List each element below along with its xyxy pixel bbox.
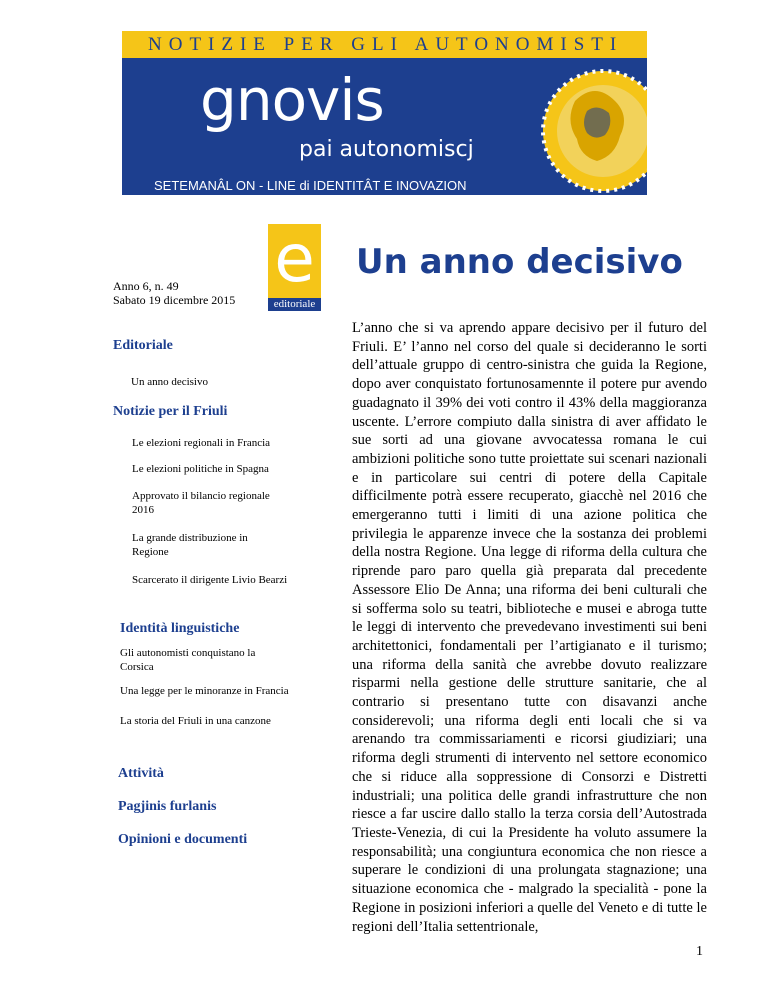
sidebar-link[interactable]: Approvato il bilancio regionale 2016 — [132, 490, 270, 516]
banner-kicker: NOTIZIE PER GLI AUTONOMISTI — [148, 34, 624, 55]
sidebar-heading-attivita[interactable]: Attività — [118, 766, 164, 781]
issue-number: Anno 6, n. 49 — [113, 279, 179, 293]
sidebar-heading-notizie[interactable]: Notizie per il Friuli — [113, 404, 228, 419]
editorial-e-letter: e — [268, 224, 321, 298]
sidebar-link[interactable]: La storia del Friuli in una canzone — [120, 715, 271, 727]
article-title: Un anno decisivo — [356, 242, 683, 282]
sidebar-link[interactable]: Scarcerato il dirigente Livio Bearzi — [132, 574, 288, 586]
issue-info — [113, 279, 235, 307]
banner-subtitle: pai autonomiscj — [299, 137, 474, 162]
sidebar-heading-pagjinis[interactable]: Pagjinis furlanis — [118, 799, 217, 814]
sidebar-link[interactable]: Gli autonomisti conquistano la Corsica — [120, 647, 256, 673]
banner-title: gnovis — [200, 66, 384, 134]
sidebar-link[interactable]: Le elezioni politiche in Spagna — [132, 463, 269, 475]
page-number: 1 — [696, 944, 703, 959]
editorial-label: editoriale — [268, 298, 321, 311]
article-body: L’anno che si va aprendo appare decisivo per il futuro del Friuli. E’ l’anno nel corso del quale si decideranno le sorti dell’attuale gruppo di centro-sinistra che guida la Regione, dopo aver conquistato fortunosamennte il potere pur avendo guadagnato il 39% dei voti contro il 43% della maggioranza uscente. L’errore compiuto dalla sinistra di aver affidato le sue sorti ad una giovane avvocatessa romana le cui ambizioni politiche sono tutte proiettate sui scenari nazionali e in particolare sui centri di potere della Capitale difficilmente potrà essere recuperato, giacchè nel 2016 che emergeranno tutti i limiti di una azione politica che privilegia le apparenze invece che la sostanza dei problemi della nostra Regione. Una legge di riforma della cultura che riprende paro paro quella già preparata dal precedente Assessore Elio De Anna; una riforma dei beni culturali che si sofferma solo su teatri, biblioteche e musei e abroga tutte le leggi di intervento che prevedevano investimenti sui beni architettonici, fondamentali per l’artigianato e il turismo; una riforma della sanità che avrebbe dovuto realizzare risparmi nella gestione delle strutture sanitarie, che al contrario si presentano tutte con disavanzi anche considerevoli; una riforma degli enti locali che si va arenando tra commissariamenti e ricorsi giudiziari; una riforma degli strumenti di intervento nel settore economico che si riduce alla soppressione di Consorzi e Distretti industriali; una politica delle grandi infrastrutture che non riesce a far uscire dallo stallo la terza corsia dell’Autostrada Trieste-Venezia, di cui la Presidente ha voluto assumere la responsabilità; una congiuntura economica che non riesce a superare le condizioni di una prolungata stagnazione; una situazione economica che - malgrado la specialità - pone la Regione in posizioni inferiori a quelle del Veneto e di tutte le regioni dell’Italia settentrionale, — [352, 320, 707, 935]
sidebar-heading-editoriale[interactable]: Editoriale — [113, 338, 173, 353]
sidebar-link[interactable]: La grande distribuzione in Regione — [132, 532, 248, 558]
banner-tagline: SETEMANÂL ON - LINE di IDENTITÂT E INOVAZION — [154, 178, 467, 193]
sidebar-heading-opinioni[interactable]: Opinioni e documenti — [118, 832, 248, 847]
sidebar-heading-identita[interactable]: Identità linguistiche — [120, 621, 240, 636]
masthead-banner — [122, 31, 647, 195]
sidebar-link[interactable]: Le elezioni regionali in Francia — [132, 437, 271, 449]
editorial-logo — [268, 220, 321, 310]
sidebar-link[interactable]: Una legge per le minoranze in Francia — [120, 685, 289, 697]
friuli-eagle-emblem-icon — [535, 61, 647, 195]
sidebar-link[interactable]: Un anno decisivo — [131, 376, 208, 388]
issue-date: Sabato 19 dicembre 2015 — [113, 293, 236, 307]
